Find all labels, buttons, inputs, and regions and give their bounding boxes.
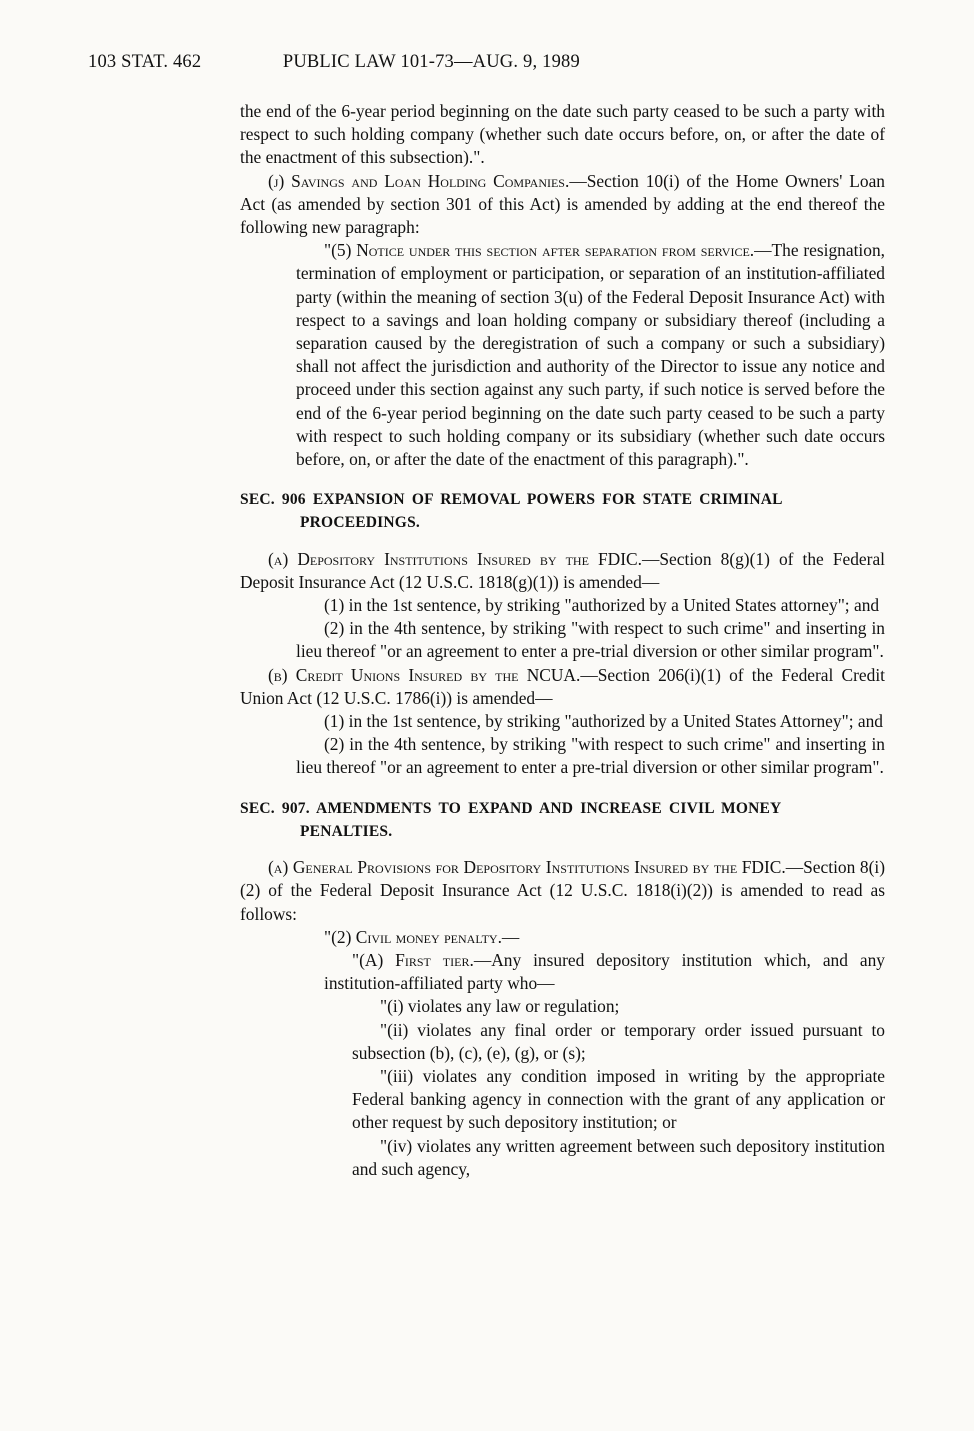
section-907-subparagraph-A — [324, 949, 885, 995]
subsection-b-heading: (b) Credit Unions Insured by the NCUA. — [268, 664, 581, 685]
subsection-a-heading: (a) Depository Institutions Insured by the FDIC. — [268, 548, 642, 569]
section-906-heading-line1: SEC. 906 EXPANSION OF REMOVAL POWERS FOR STATE CRIMINAL — [240, 491, 783, 509]
paragraph-continuation: the end of the 6-year period beginning on the date such party ceased to be such a party with respect to such holding company (whether such date occurs before, on, or after the date of the enactment of this subsection).". — [240, 101, 885, 168]
clause-iv: "(iv) violates any written agreement between such depository institution and such agency, — [352, 1135, 885, 1179]
paragraph-j-heading: (j) Savings and Loan Holding Companies. — [268, 170, 570, 191]
subparagraph-A-text: —Any insured depository institution which, and any institution-affiliated party who— — [324, 949, 885, 994]
running-head — [88, 52, 888, 73]
section-907-subsection-a — [240, 856, 885, 926]
section-906-subsection-b — [240, 664, 885, 710]
public-law-citation: PUBLIC LAW 101-73—AUG. 9, 1989 — [282, 52, 580, 72]
section-906-subsection-a — [240, 548, 885, 594]
section-907-a-heading: (a) General Provisions for Depository Institutions Insured by the FDIC. — [268, 857, 786, 878]
body-text-column — [240, 100, 885, 1181]
subsection-b-text: —Section 206(i)(1) of the Federal Credit Union Act (12 U.S.C. 1786(i)) is amended— — [240, 664, 886, 708]
paragraph-2-text: — — [501, 926, 520, 947]
section-906-a-item-2: (2) in the 4th sentence, by striking "with respect to such crime" and inserting in lieu thereof "or an agreement to enter a pre-trial diversion or other similar program". — [296, 618, 885, 662]
paragraph-5 — [296, 239, 885, 471]
section-907-heading-line1: SEC. 907. AMENDMENTS TO EXPAND AND INCREASE CIVIL MONEY — [240, 799, 782, 817]
section-907-paragraph-2 — [296, 926, 885, 949]
section-907-a-text: —Section 8(i)(2) of the Federal Deposit Insurance Act (12 U.S.C. 1818(i)(2)) is amended to read as follows: — [240, 857, 885, 924]
section-906-b-item-1: (1) in the 1st sentence, by striking "authorized by a United States Attorney"; and — [324, 711, 883, 732]
section-906-a-item-1: (1) in the 1st sentence, by striking "authorized by a United States attorney"; and — [324, 595, 880, 616]
section-907-heading-line2: PENALTIES. — [300, 822, 393, 840]
paragraph-j — [240, 170, 885, 240]
clause-i: "(i) violates any law or regulation; — [380, 996, 620, 1017]
stat-citation: 103 STAT. 462 — [88, 52, 202, 72]
subparagraph-A-heading: "(A) First tier. — [352, 949, 474, 970]
clause-iii: "(iii) violates any condition imposed in writing by the appropriate Federal banking agency in connection with the grant of any application or other request by such depository institution; or — [352, 1065, 885, 1133]
clause-ii: "(ii) violates any final order or temporary order issued pursuant to subsection (b), (c), (e), (g), or (s); — [352, 1019, 885, 1063]
subsection-a-text: —Section 8(g)(1) of the Federal Deposit Insurance Act (12 U.S.C. 1818(g)(1)) is amended— — [240, 548, 885, 592]
section-906-heading-line2: PROCEEDINGS. — [300, 514, 420, 532]
paragraph-j-text: —Section 10(i) of the Home Owners' Loan Act (as amended by section 301 of this Act) is amended by adding at the end thereof the following new paragraph: — [240, 170, 885, 238]
section-907-heading — [240, 797, 885, 843]
paragraph-2-heading: "(2) Civil money penalty. — [324, 926, 502, 947]
section-906-b-item-2: (2) in the 4th sentence, by striking "with respect to such crime" and inserting in lieu thereof "or an agreement to enter a pre-trial diversion or other similar program". — [296, 734, 885, 778]
paragraph-5-text: —The resignation, termination of employment or participation, or separation of an institution-affiliated party (within the meaning of section 3(u) of the Federal Deposit Insurance Act) with respect to a savings and loan holding company or subsidiary thereof (including a separation caused by the deregistration of such a company or such a subsidiary) shall not affect the jurisdiction and authority of the Director to issue any notice and proceed under this section against any such party, if such notice is served before the end of the 6-year period beginning on the date such party ceased to be such a party with respect to such holding company or its subsidiary (whether such date occurs before, on, or after the date of the enactment of this paragraph).". — [296, 240, 885, 470]
section-906-heading — [240, 488, 885, 534]
paragraph-5-heading: "(5) Notice under this section after separation from service. — [324, 240, 755, 261]
